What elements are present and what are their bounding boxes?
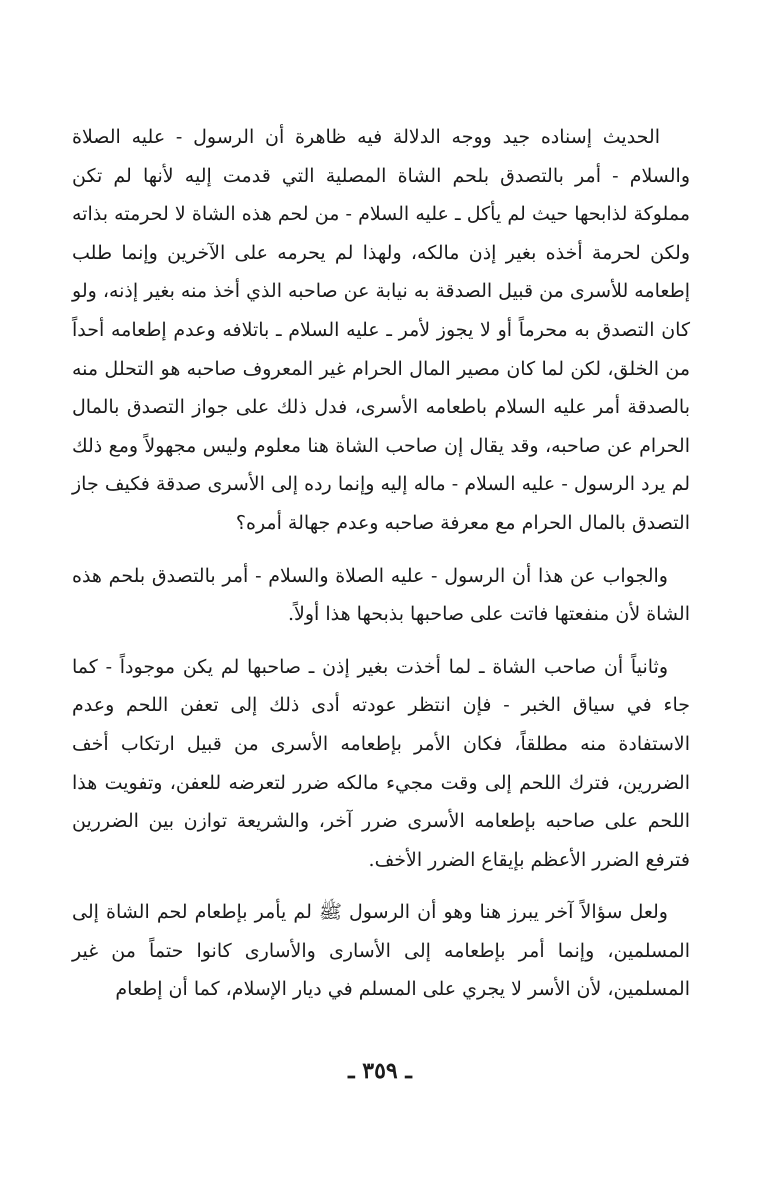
paragraph-3: وثانياً أن صاحب الشاة ـ لما أخذت بغير إذن ـ صاحبها لم يكن موجوداً - كما جاء في سياق الخبر - فإن انتظر عودته أدى ذلك إلى تعفن اللحم وعدم الاستفادة منه مطلقاً، فكان الأمر بإطعامه الأسرى من قبيل ارتكاب أخف الضررين، فترك اللحم إلى وقت مجيء مالكه ضرر لتعرضه للعفن، وتفويت هذا اللحم على صاحبه بإطعامه الأسرى ضرر آخر، والشريعة توازن بين الضررين فترفع الضرر الأعظم بإيقاع الضرر الأخف. [72,655,690,871]
body-text [72,118,690,1009]
paragraph-4: ولعل سؤالاً آخر يبرز هنا وهو أن الرسول ﷺ لم يأمر بإطعام لحم الشاة إلى المسلمين، وإنما أمر بإطعامه إلى الأسارى والأسارى كانوا حتماً من غير المسلمين، لأن الأسر لا يجري على المسلم في ديار الإسلام، كما أن إطعام [72,901,690,1001]
paragraph-2: والجواب عن هذا أن الرسول - عليه الصلاة والسلام - أمر بالتصدق بلحم هذه الشاة لأن منفعتها فاتت على صاحبها بذبحها هذا أولاً. [72,564,690,626]
page-number: ـ ٣٥٩ ـ [348,1058,412,1084]
paragraph-1: الحديث إسناده جيد ووجه الدلالة فيه ظاهرة أن الرسول - عليه الصلاة والسلام - أمر بالتصدق بلحم الشاة المصلية التي قدمت إليه لأنها لم تكن مملوكة لذابحها حيث لم يأكل ـ عليه السلام - من لحم هذه الشاة لا لحرمته بذاته ولكن لحرمة أخذه بغير إذن مالكه، ولهذا لم يحرمه على الآخرين وإنما طلب إطعامه للأسرى من قبيل الصدقة به نيابة عن صاحبه الذي أخذ منه بغير إذنه، ولو كان التصدق به محرماً أو لا يجوز لأمر ـ عليه السلام ـ باتلافه وعدم إطعامه أحداً من الخلق، لكن لما كان مصير المال الحرام غير المعروف صاحبه هو التحلل منه بالصدقة أمر عليه السلام باطعامه الأسرى، فدل ذلك على جواز التصدق بالمال الحرام عن صاحبه، وقد يقال إن صاحب الشاة هنا معلوم وليس مجهولاً ومع ذلك لم يرد الرسول - عليه السلام - ماله إليه وإنما رده إلى الأسرى صدقة فكيف جاز التصدق بالمال الحرام مع معرفة صاحبه وعدم جهالة أمره؟ [72,126,690,534]
